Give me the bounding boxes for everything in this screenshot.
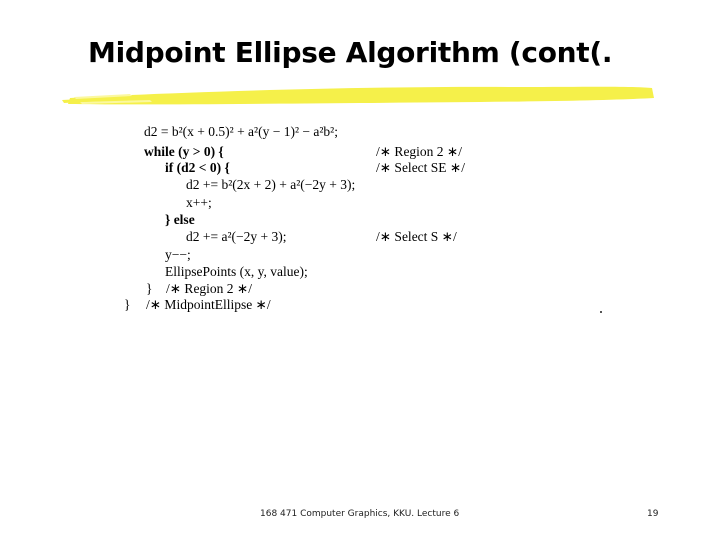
code-comment-7: /∗ Select S ∗/ <box>376 229 457 244</box>
code-line-5: x++; <box>186 195 212 210</box>
code-comment-10: /∗ Region 2 ∗/ <box>166 281 252 296</box>
page-number: 19 <box>647 509 659 519</box>
code-line-2: while (y > 0) { <box>144 144 224 159</box>
footer-course-label: 168 471 Computer Graphics, KKU. Lecture 6 <box>260 509 460 519</box>
code-line-8: y−−; <box>165 247 191 262</box>
code-comment-2: /∗ Region 2 ∗/ <box>376 144 462 159</box>
code-line-11: } <box>124 297 131 312</box>
code-line-4: d2 += b²(2x + 2) + a²(−2y + 3); <box>186 177 356 192</box>
code-line-6: } else <box>165 212 195 227</box>
code-line-1: d2 = b²(x + 0.5)² + a²(y − 1)² − a²b²; <box>144 124 338 139</box>
code-comment-3: /∗ Select SE ∗/ <box>376 160 465 175</box>
code-line-10: } <box>146 281 153 296</box>
code-line-3: if (d2 < 0) { <box>165 160 230 175</box>
code-line-7: d2 += a²(−2y + 3); <box>186 229 287 244</box>
code-line-9: EllipsePoints (x, y, value); <box>165 264 308 279</box>
slide-title: Midpoint Ellipse Algorithm (cont(. <box>88 36 613 69</box>
code-comment-11: /∗ MidpointEllipse ∗/ <box>146 297 271 312</box>
stray-dot <box>600 311 602 313</box>
